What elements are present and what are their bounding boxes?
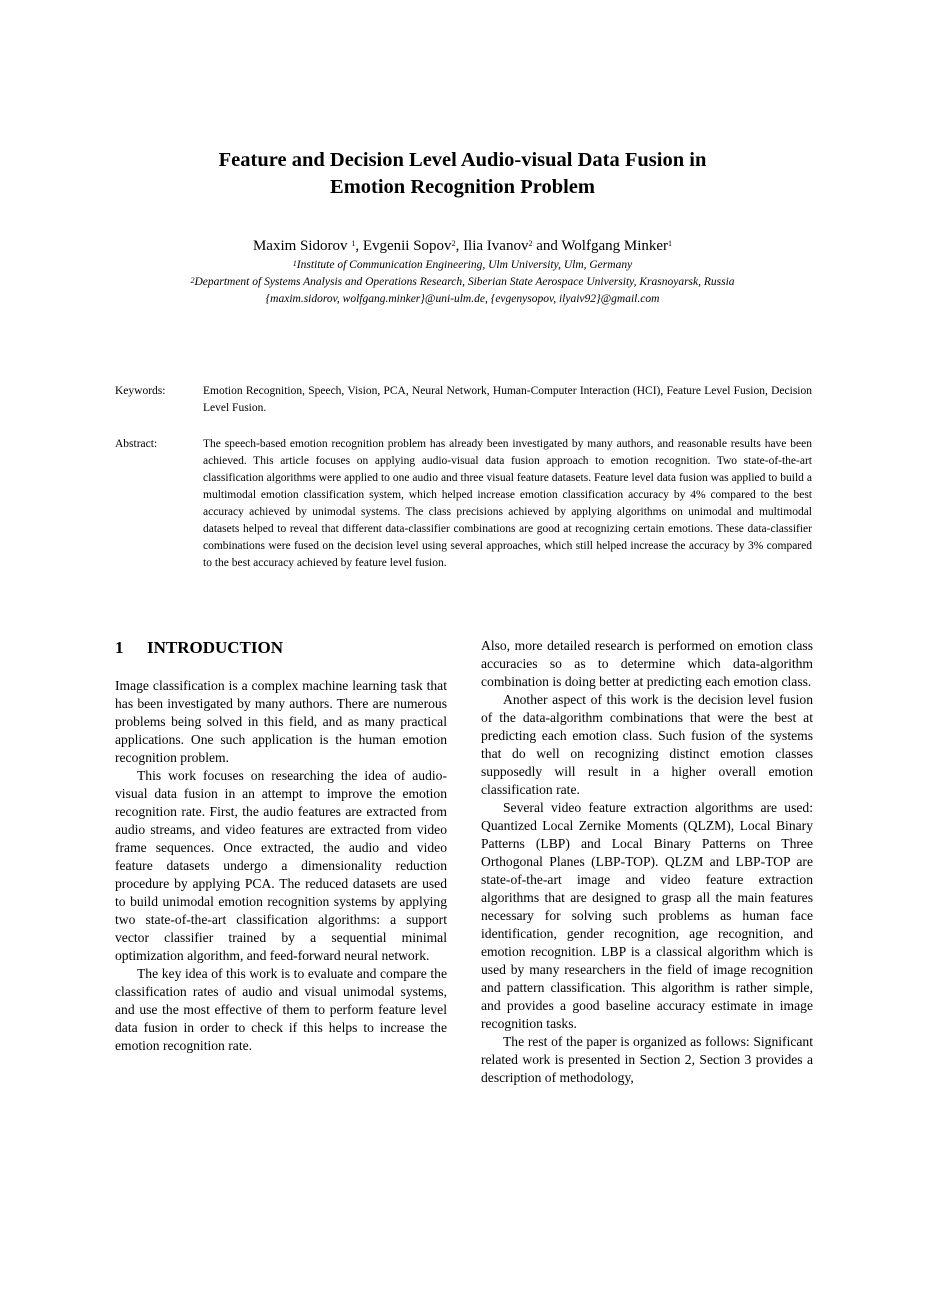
paragraph: The rest of the paper is organized as follows: Significant related work is presented in Section 2, Section 3 provides a description of methodology, [481,1034,813,1085]
author-emails: {maxim.sidorov, wolfgang.minker}@uni-ulm.de, {evgenysopov, ilyaiv92}@gmail.com [265,293,660,305]
paragraph: Another aspect of this work is the decision level fusion of the data-algorithm combinations that were the best at predicting each emotion class. Such fusion of the systems that do well on recognizing distinct emotion classes supposedly will result in a higher overall emotion classification rate. [481,692,813,797]
right-column [481,637,813,1087]
keywords-text: Emotion Recognition, Speech, Vision, PCA, Neural Network, Human-Computer Interaction (HCI), Feature Level Fusion, Decision Level Fusion. [203,385,812,414]
paragraph: The key idea of this work is to evaluate and compare the classification rates of audio and visual unimodal systems, and use the most effective of them to perform feature level data fusion in order to check if this helps to increase the emotion recognition rate. [115,966,447,1053]
author-name: , Evgenii Sopov [355,238,452,254]
paper-title [0,147,925,201]
author-name: , Ilia Ivanov [455,238,529,254]
abstract-block [115,436,812,572]
title-line-2: Emotion Recognition Problem [330,176,595,198]
paragraph: This work focuses on researching the idea of audio-visual data fusion in an attempt to improve the emotion recognition rate. First, the audio features are extracted from audio streams, and video features are extracted from video frame sequences. Once extracted, the audio and video feature datasets undergo a dimensionality reduction procedure by applying PCA. The reduced datasets are used to build unimodal emotion recognition systems by applying two state-of-the-art classification algorithms: a support vector classifier trained by a sequential minimal optimization algorithm, and feed-forward neural network. [115,768,447,963]
paragraph: Image classification is a complex machine learning task that has been investigated by many authors. There are numerous problems being solved in this field, and as many practical applications. One such application is the human emotion recognition problem. [115,678,447,765]
author-name: Maxim Sidorov [252,238,352,254]
affiliation-marker: 2 [190,276,195,285]
affiliation-text: Institute of Communication Engineering, Ulm University, Ulm, Germany [296,259,633,271]
abstract-label: Abstract: [115,438,158,450]
author-affiliation-marker: 1 [351,239,356,248]
abstract-text: The speech-based emotion recognition problem has already been investigated by many authors, and reasonable results have been achieved. This article focuses on applying audio-visual data fusion approach to emotion recognition. Two state-of-the-art classification algorithms were applied to one audio and three visual feature datasets. Feature level data fusion was applied to build a multimodal emotion classification system, which helped increase emotion classification accuracy by 4% compared to the best accuracy achieved by unimodal systems. The class precisions achieved by applying algorithms on unimodal and multimodal datasets helped to reveal that different data-classifier combinations are good at recognizing certain emotions. These data-classifier combinations were fused on the decision level using several approaches, which still helped increase the accuracy by 3% compared to the best accuracy achieved by feature level fusion. [203,438,812,569]
author-affiliation-marker: 2 [528,239,533,248]
keywords-block [115,383,812,417]
affiliation-text: Department of Systems Analysis and Operations Research, Siberian State Aerospace University, Krasnoyarsk, Russia [194,276,735,288]
paragraph: Also, more detailed research is performed on emotion class accuracies so as to determine which data-algorithm combination is doing better at predicting each emotion class. [481,638,813,689]
affiliation-2 [0,274,925,291]
title-line-1: Feature and Decision Level Audio-visual Data Fusion in [218,149,707,171]
left-column [115,638,447,1055]
section-number: 1 [115,638,124,657]
affiliation-marker: 1 [292,259,297,268]
author-affiliation-marker: 2 [451,239,456,248]
author-list [0,236,925,256]
author-name: and Wolfgang Minker [532,238,669,254]
affiliation-1 [0,257,925,274]
author-affiliation-marker: 1 [668,239,673,248]
section-heading [115,638,447,658]
section-title: INTRODUCTION [147,638,284,657]
keywords-label: Keywords: [115,385,166,397]
paragraph: Several video feature extraction algorithms are used: Quantized Local Zernike Moments (QLZM), Local Binary Patterns (LBP) and Local Binary Patterns on Three Orthogonal Planes (LBP-TOP). QLZM and LBP-TOP are state-of-the-art image and video feature extraction algorithms that are designed to grasp all the main features necessary for solving such problems as human face identification, gender recognition, age recognition, and emotion recognition. LBP is a classical algorithm which is used by many researchers in the field of image recognition and pattern classification. This algorithm is rather simple, and provides a good baseline accuracy estimate in image recognition tasks. [481,800,813,1031]
